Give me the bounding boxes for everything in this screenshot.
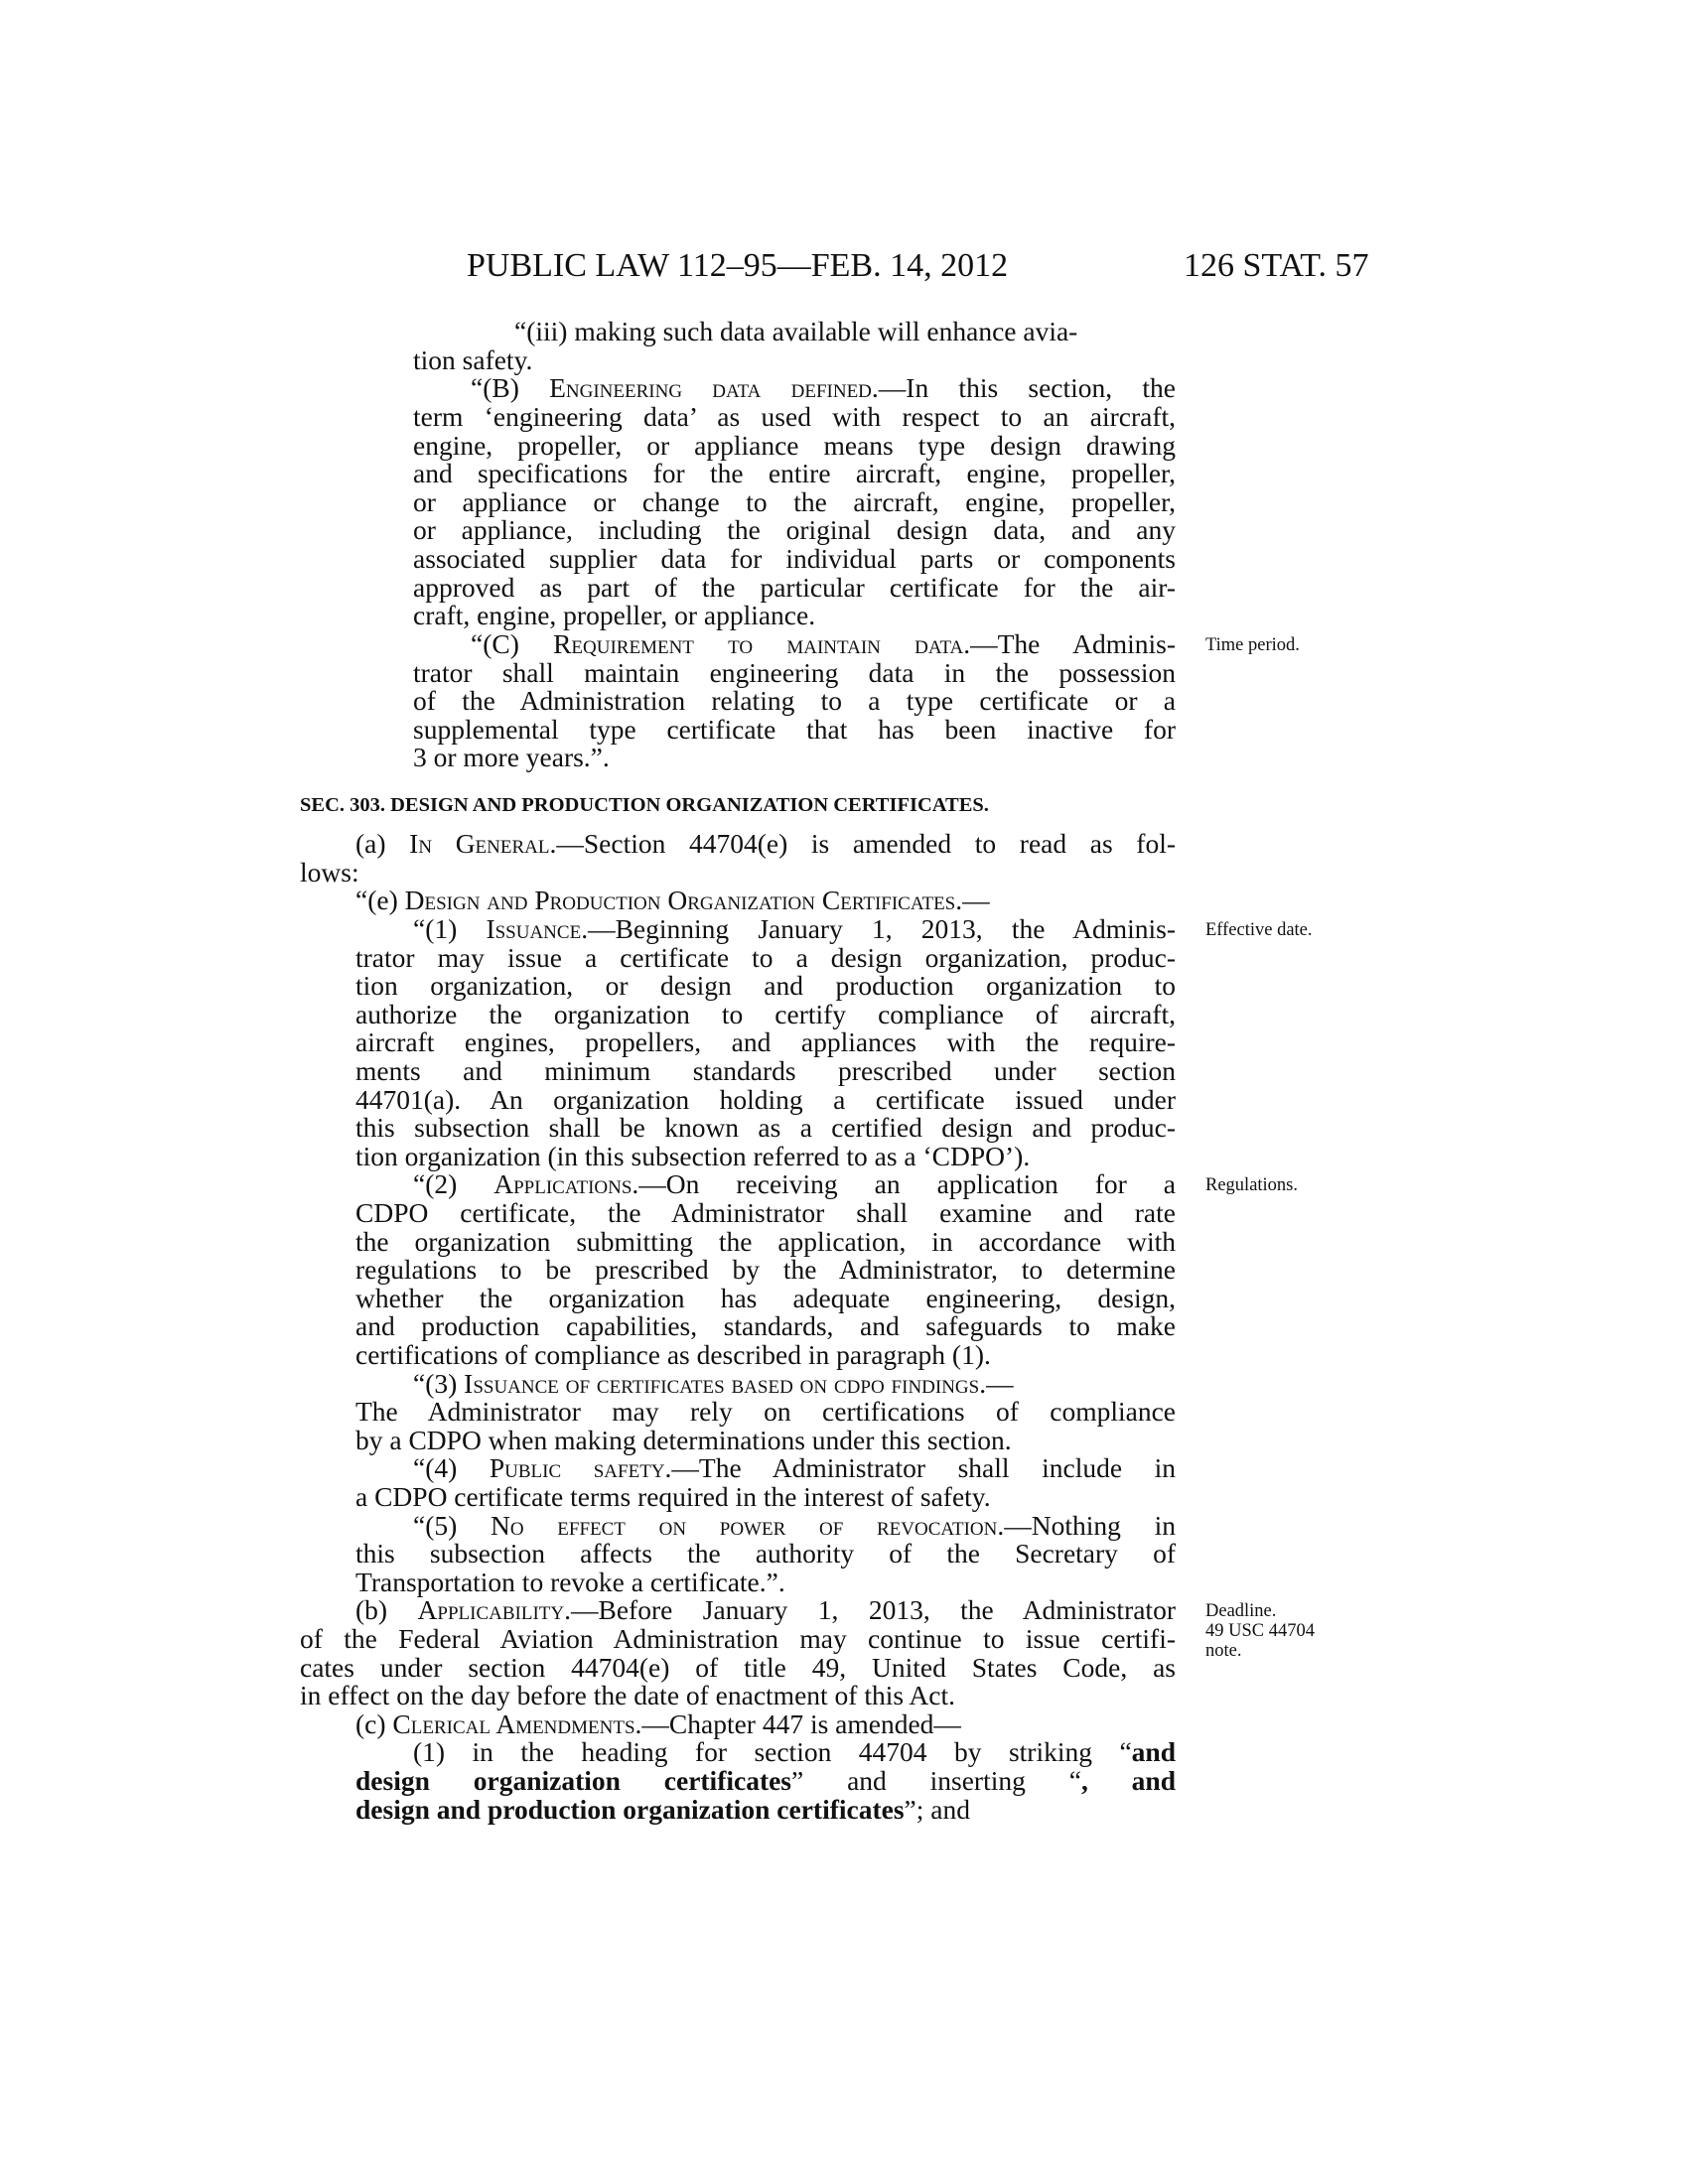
text-line: design organization certificates” and inserting “, and <box>355 1765 1177 1796</box>
text-line: CDPO certificate, the Administrator shall examine and rate <box>355 1197 1176 1228</box>
text-line: tion safety. <box>413 344 533 375</box>
subsection-heading: Issuance <box>486 913 582 944</box>
text-line: a CDPO certificate terms required in the interest of safety. <box>355 1481 991 1512</box>
running-header-title: PUBLIC LAW 112–95—FEB. 14, 2012 <box>467 247 1009 284</box>
text-line: “(e) Design and Production Organization Certificates.— <box>355 885 990 915</box>
text-line: ments and minimum standards prescribed under section <box>355 1055 1176 1086</box>
subsection-heading: In General <box>409 828 550 859</box>
text-line: whether the organization has adequate engineering, design, <box>355 1283 1176 1313</box>
subsection-heading: Requirement to maintain data <box>553 628 964 659</box>
subsection-heading: Issuance of certificates based on cdpo findings <box>464 1368 980 1399</box>
text-line: 44701(a). An organization holding a certificate issued under <box>355 1084 1176 1115</box>
text-line: cates under section 44704(e) of title 49, United States Code, as <box>300 1652 1176 1683</box>
text-line: (1) in the heading for section 44704 by striking “and <box>413 1736 1176 1767</box>
text-line: associated supplier data for individual parts or components <box>413 543 1176 574</box>
text-line: “(iii) making such data available will enhance avia- <box>514 316 1078 346</box>
text-line: “(C) Requirement to maintain data.—The Adminis- <box>471 628 1176 659</box>
text-line: (b) Applicability.—Before January 1, 2013, the Administrator <box>355 1594 1176 1625</box>
margin-note-usc-ref: 49 USC 44704 <box>1205 1621 1315 1641</box>
text-line: lows: <box>300 857 359 887</box>
text-line: this subsection affects the authority of the Secretary of <box>355 1538 1176 1569</box>
text-line: trator shall maintain engineering data in the possession <box>413 657 1176 688</box>
text-line: “(2) Applications.—On receiving an application for a <box>413 1168 1176 1199</box>
section-heading: SEC. 303. DESIGN AND PRODUCTION ORGANIZATION CERTIFICATES. <box>300 794 989 816</box>
subsection-heading: Applications <box>493 1168 633 1199</box>
text-line: “(5) No effect on power of revocation.—Nothing in <box>413 1510 1176 1541</box>
bold-text: and <box>1131 1736 1176 1767</box>
subsection-heading: Clerical Amendments <box>392 1708 635 1739</box>
text-line: craft, engine, propeller, or appliance. <box>413 600 816 630</box>
bold-text: design and production organization certificates <box>355 1794 905 1825</box>
text-line: the organization submitting the application, in accordance with <box>355 1226 1176 1257</box>
margin-note-deadline: Deadline. <box>1205 1601 1277 1621</box>
subsection-heading: Applicability <box>417 1594 565 1625</box>
text-line: 3 or more years.”. <box>413 742 610 772</box>
subsection-heading: No effect on power of revocation <box>490 1510 998 1541</box>
subsection-heading: Engineering data defined <box>549 372 872 403</box>
text-line: or appliance, including the original design data, and any <box>413 514 1176 545</box>
text-line: and production capabilities, standards, and safeguards to make <box>355 1310 1176 1341</box>
text-line: regulations to be prescribed by the Administrator, to determine <box>355 1254 1176 1285</box>
text-line: or appliance or change to the aircraft, engine, propeller, <box>413 486 1176 517</box>
margin-note-regulations: Regulations. <box>1205 1175 1299 1195</box>
text-line: “(4) Public safety.—The Administrator shall include in <box>413 1452 1177 1483</box>
bold-text: , and <box>1080 1765 1177 1796</box>
text-line: “(1) Issuance.—Beginning January 1, 2013, the Adminis- <box>413 913 1176 944</box>
text-line: in effect on the day before the date of enactment of this Act. <box>300 1680 955 1710</box>
margin-note-effective-date: Effective date. <box>1205 920 1313 940</box>
text-line: approved as part of the particular certificate for the air- <box>413 572 1176 603</box>
text-line: and specifications for the entire aircraft, engine, propeller, <box>413 458 1176 488</box>
text-line: “(B) Engineering data defined.—In this section, the <box>471 372 1176 403</box>
text-line: Transportation to revoke a certificate.”. <box>355 1567 785 1597</box>
text-line: aircraft engines, propellers, and appliances with the require- <box>355 1026 1176 1057</box>
text-line: tion organization, or design and production organization to <box>355 970 1176 1001</box>
text-line: of the Federal Aviation Administration may continue to issue certifi- <box>300 1623 1176 1654</box>
text-line: “(3) Issuance of certificates based on cdpo findings.— <box>413 1368 1014 1399</box>
text-line: this subsection shall be known as a certified design and produc- <box>355 1112 1176 1143</box>
text-line: tion organization (in this subsection referred to as a ‘CDPO’). <box>355 1141 1031 1171</box>
text-line: authorize the organization to certify compliance of aircraft, <box>355 999 1176 1029</box>
text-line: The Administrator may rely on certifications of compliance <box>355 1396 1176 1427</box>
subsection-heading: Design and Production Organization Certificates <box>404 885 956 915</box>
text-line: (c) Clerical Amendments.—Chapter 447 is amended— <box>355 1708 961 1739</box>
text-line: certifications of compliance as described in paragraph (1). <box>355 1339 991 1370</box>
text-line: engine, propeller, or appliance means type design drawing <box>413 430 1176 461</box>
text-line: (a) In General.—Section 44704(e) is amended to read as fol- <box>355 828 1177 859</box>
margin-note-note: note. <box>1205 1641 1242 1661</box>
text-line: design and production organization certificates”; and <box>355 1794 970 1825</box>
bold-text: design organization certificates <box>355 1765 792 1796</box>
text-line: term ‘engineering data’ as used with respect to an aircraft, <box>413 401 1176 432</box>
page-number: 126 STAT. 57 <box>1184 247 1369 284</box>
subsection-heading: Public safety <box>489 1452 665 1483</box>
text-line: trator may issue a certificate to a design organization, produc- <box>355 942 1176 973</box>
text-line: supplemental type certificate that has been inactive for <box>413 714 1176 745</box>
text-line: by a CDPO when making determinations under this section. <box>355 1425 1012 1455</box>
text-line: of the Administration relating to a type certificate or a <box>413 685 1176 716</box>
margin-note-time-period: Time period. <box>1205 635 1300 655</box>
